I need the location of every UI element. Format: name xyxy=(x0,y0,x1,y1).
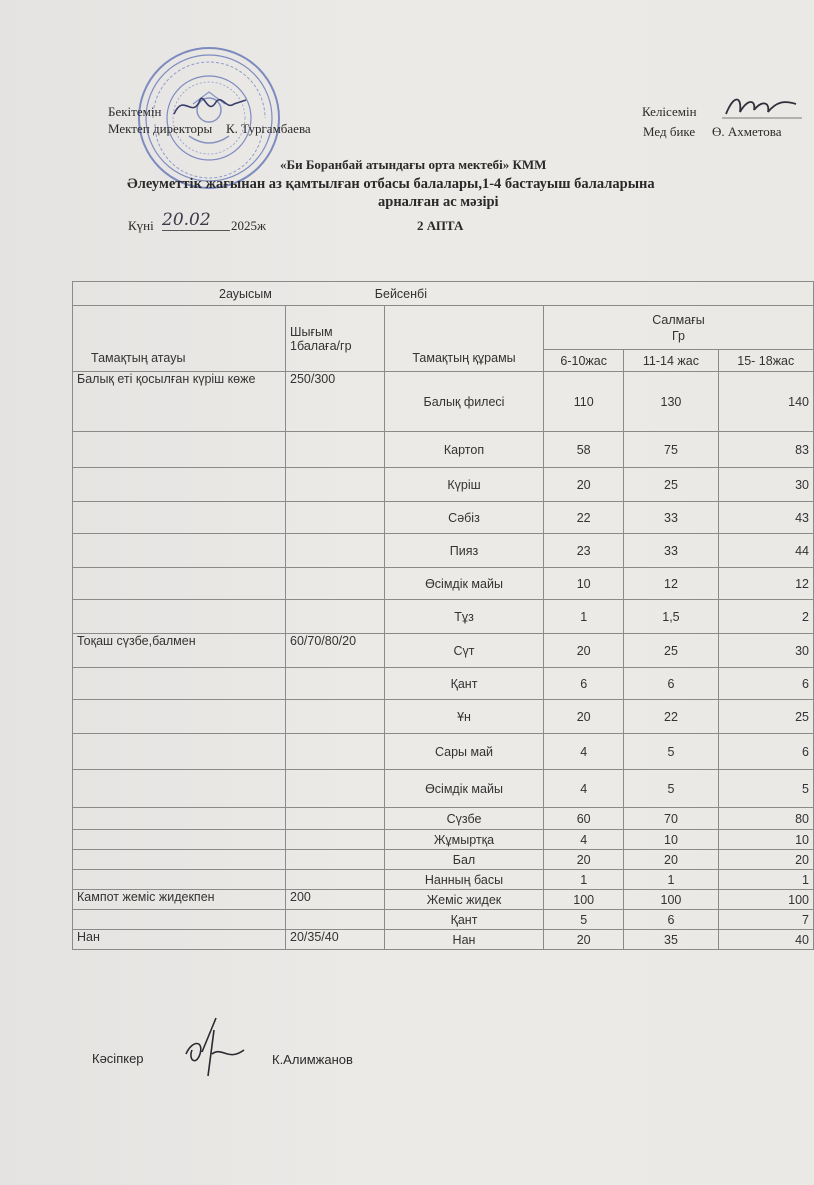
ingredient-cell: Қант xyxy=(385,910,544,930)
header-output: Шығым 1балаға/гр xyxy=(286,306,385,372)
table-row xyxy=(73,850,814,870)
table-row xyxy=(73,930,814,950)
approve-position: Мектеп директоры xyxy=(108,121,213,136)
weight-11-14-cell: 5 xyxy=(624,734,718,770)
dish-cell xyxy=(73,734,286,770)
table-row xyxy=(73,372,814,432)
weight-15-18-cell: 10 xyxy=(718,830,813,850)
output-cell: 250/300 xyxy=(286,372,385,432)
ingredient-cell: Нан xyxy=(385,930,544,950)
weight-6-10-cell: 5 xyxy=(544,910,624,930)
weight-6-10-cell: 110 xyxy=(544,372,624,432)
table-row xyxy=(73,502,814,534)
menu-title-line1: Әлеуметтік жағынан аз қамтылған отбасы балалары,1-4 бастауыш балаларына xyxy=(127,176,655,192)
weight-11-14-cell: 70 xyxy=(624,808,718,830)
ingredient-cell: Ұн xyxy=(385,700,544,734)
dish-cell xyxy=(73,770,286,808)
weight-15-18-cell: 30 xyxy=(718,634,813,668)
output-cell xyxy=(286,502,385,534)
weight-15-18-cell: 7 xyxy=(718,910,813,930)
weight-6-10-cell: 1 xyxy=(544,870,624,890)
weight-15-18-cell: 100 xyxy=(718,890,813,910)
weight-6-10-cell: 60 xyxy=(544,808,624,830)
weight-15-18-cell: 30 xyxy=(718,468,813,502)
dish-cell: Кампот жеміс жидекпен xyxy=(73,890,286,910)
weight-11-14-cell: 22 xyxy=(624,700,718,734)
weight-6-10-cell: 100 xyxy=(544,890,624,910)
output-cell xyxy=(286,850,385,870)
school-title: «Би Боранбай атындағы орта мектебі» КММ xyxy=(280,157,547,172)
menu-table xyxy=(72,281,814,950)
header-dish: Тамақтың атауы xyxy=(73,306,286,372)
weight-6-10-cell: 23 xyxy=(544,534,624,568)
weight-11-14-cell: 6 xyxy=(624,910,718,930)
header-weight-unit: Гр xyxy=(671,328,686,343)
weight-11-14-cell: 25 xyxy=(624,634,718,668)
table-row xyxy=(73,468,814,502)
weight-11-14-cell: 35 xyxy=(624,930,718,950)
week-label: 2 АПТА xyxy=(417,218,464,233)
weight-11-14-cell: 12 xyxy=(624,568,718,600)
table-shift-row xyxy=(73,282,814,306)
header-weight xyxy=(544,306,814,350)
ingredient-cell: Жеміс жидек xyxy=(385,890,544,910)
weight-6-10-cell: 20 xyxy=(544,850,624,870)
weight-11-14-cell: 33 xyxy=(624,502,718,534)
weight-15-18-cell: 6 xyxy=(718,668,813,700)
output-cell: 20/35/40 xyxy=(286,930,385,950)
table-row xyxy=(73,634,814,668)
director-signature xyxy=(170,86,250,126)
weight-15-18-cell: 83 xyxy=(718,432,813,468)
entrepreneur-signature xyxy=(178,1010,250,1080)
output-cell xyxy=(286,668,385,700)
output-cell xyxy=(286,568,385,600)
table-row xyxy=(73,600,814,634)
output-cell xyxy=(286,600,385,634)
weight-11-14-cell: 1,5 xyxy=(624,600,718,634)
day-label: Бейсенбі xyxy=(374,286,427,301)
date-handwritten: 20.02 xyxy=(162,210,230,231)
table-header-row-1 xyxy=(73,306,814,350)
ingredient-cell: Пияз xyxy=(385,534,544,568)
weight-6-10-cell: 20 xyxy=(544,930,624,950)
weight-15-18-cell: 43 xyxy=(718,502,813,534)
dish-cell: Тоқаш сүзбе,балмен xyxy=(73,634,286,668)
output-cell xyxy=(286,734,385,770)
dish-cell xyxy=(73,600,286,634)
footer-role: Кәсіпкер xyxy=(92,1051,144,1066)
weight-11-14-cell: 100 xyxy=(624,890,718,910)
date-prefix: Күні xyxy=(128,218,154,233)
weight-15-18-cell: 12 xyxy=(718,568,813,600)
dish-cell xyxy=(73,700,286,734)
table-row xyxy=(73,432,814,468)
dish-cell xyxy=(73,870,286,890)
weight-6-10-cell: 6 xyxy=(544,668,624,700)
weight-11-14-cell: 6 xyxy=(624,668,718,700)
weight-15-18-cell: 20 xyxy=(718,850,813,870)
menu-title-line2: арналған ас мәзірі xyxy=(378,194,499,210)
shift-day-cell xyxy=(73,282,814,306)
ingredient-cell: Сәбіз xyxy=(385,502,544,534)
weight-6-10-cell: 58 xyxy=(544,432,624,468)
dish-cell xyxy=(73,502,286,534)
table-row xyxy=(73,808,814,830)
ingredient-cell: Тұз xyxy=(385,600,544,634)
agree-position: Мед бике xyxy=(643,124,696,139)
output-cell: 60/70/80/20 xyxy=(286,634,385,668)
weight-11-14-cell: 130 xyxy=(624,372,718,432)
agree-name: Ө. Ахметова xyxy=(712,124,782,139)
dish-cell xyxy=(73,830,286,850)
dish-cell xyxy=(73,850,286,870)
header-age-6-10: 6-10жас xyxy=(544,350,624,372)
weight-6-10-cell: 10 xyxy=(544,568,624,600)
weight-15-18-cell: 2 xyxy=(718,600,813,634)
dish-cell: Балық еті қосылған күріш көже xyxy=(73,372,286,432)
dish-cell: Нан xyxy=(73,930,286,950)
table-row xyxy=(73,770,814,808)
weight-11-14-cell: 25 xyxy=(624,468,718,502)
dish-cell xyxy=(73,534,286,568)
ingredient-cell: Сүт xyxy=(385,634,544,668)
output-cell xyxy=(286,808,385,830)
table-row xyxy=(73,830,814,850)
header-age-11-14: 11-14 жас xyxy=(624,350,718,372)
output-cell xyxy=(286,910,385,930)
output-cell xyxy=(286,468,385,502)
dish-cell xyxy=(73,808,286,830)
weight-6-10-cell: 4 xyxy=(544,734,624,770)
ingredient-cell: Сүзбе xyxy=(385,808,544,830)
table-row xyxy=(73,668,814,700)
table-row xyxy=(73,700,814,734)
ingredient-cell: Өсімдік майы xyxy=(385,568,544,600)
approve-name: К. Тургамбаева xyxy=(226,121,311,136)
weight-6-10-cell: 4 xyxy=(544,830,624,850)
weight-6-10-cell: 20 xyxy=(544,468,624,502)
table-row xyxy=(73,568,814,600)
weight-6-10-cell: 22 xyxy=(544,502,624,534)
agree-label: Келісемін xyxy=(642,104,697,119)
weight-15-18-cell: 6 xyxy=(718,734,813,770)
output-cell xyxy=(286,870,385,890)
weight-6-10-cell: 1 xyxy=(544,600,624,634)
weight-6-10-cell: 4 xyxy=(544,770,624,808)
ingredient-cell: Нанның басы xyxy=(385,870,544,890)
dish-cell xyxy=(73,668,286,700)
output-cell xyxy=(286,700,385,734)
ingredient-cell: Қант xyxy=(385,668,544,700)
weight-15-18-cell: 1 xyxy=(718,870,813,890)
output-cell xyxy=(286,432,385,468)
ingredient-cell: Өсімдік майы xyxy=(385,770,544,808)
ingredient-cell: Бал xyxy=(385,850,544,870)
weight-11-14-cell: 5 xyxy=(624,770,718,808)
header-weight-label: Салмағы xyxy=(652,312,705,327)
dish-cell xyxy=(73,910,286,930)
output-cell xyxy=(286,770,385,808)
ingredient-cell: Жұмыртқа xyxy=(385,830,544,850)
weight-11-14-cell: 20 xyxy=(624,850,718,870)
nurse-signature xyxy=(722,88,802,122)
output-cell xyxy=(286,830,385,850)
weight-6-10-cell: 20 xyxy=(544,634,624,668)
weight-11-14-cell: 1 xyxy=(624,870,718,890)
output-cell xyxy=(286,534,385,568)
weight-15-18-cell: 80 xyxy=(718,808,813,830)
ingredient-cell: Картоп xyxy=(385,432,544,468)
weight-15-18-cell: 40 xyxy=(718,930,813,950)
footer-name: К.Алимжанов xyxy=(272,1052,353,1067)
weight-15-18-cell: 25 xyxy=(718,700,813,734)
approve-label: Бекітемін xyxy=(108,104,162,119)
dish-cell xyxy=(73,568,286,600)
dish-cell xyxy=(73,432,286,468)
ingredient-cell: Сары май xyxy=(385,734,544,770)
date-suffix: 2025ж xyxy=(231,218,266,233)
header-age-15-18: 15- 18жас xyxy=(718,350,813,372)
table-row xyxy=(73,910,814,930)
table-row xyxy=(73,890,814,910)
weight-15-18-cell: 140 xyxy=(718,372,813,432)
weight-11-14-cell: 10 xyxy=(624,830,718,850)
table-row xyxy=(73,870,814,890)
weight-15-18-cell: 5 xyxy=(718,770,813,808)
weight-11-14-cell: 75 xyxy=(624,432,718,468)
output-cell: 200 xyxy=(286,890,385,910)
ingredient-cell: Балық филесі xyxy=(385,372,544,432)
table-row xyxy=(73,534,814,568)
menu-rows xyxy=(73,372,814,950)
dish-cell xyxy=(73,468,286,502)
table-row xyxy=(73,734,814,770)
header-composition: Тамақтың құрамы xyxy=(385,306,544,372)
weight-15-18-cell: 44 xyxy=(718,534,813,568)
weight-11-14-cell: 33 xyxy=(624,534,718,568)
shift-label: 2ауысым xyxy=(219,286,272,301)
ingredient-cell: Күріш xyxy=(385,468,544,502)
weight-6-10-cell: 20 xyxy=(544,700,624,734)
